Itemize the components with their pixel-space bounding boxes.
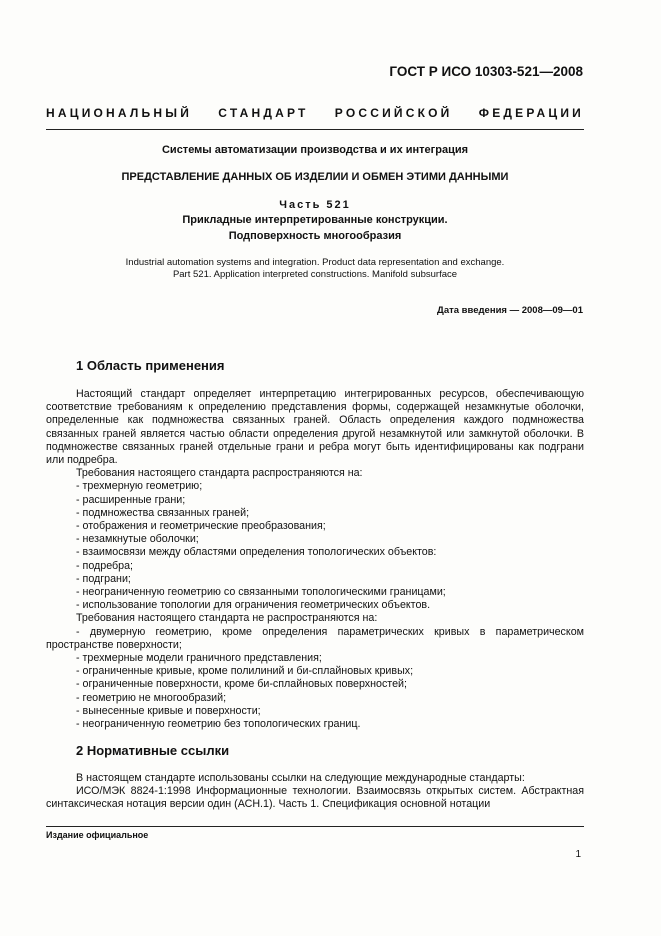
excluded-list xyxy=(46,626,584,732)
list-item: - ограниченные поверхности, кроме би-сплайновых поверхностей; xyxy=(76,678,407,691)
list-item: - геометрию не многообразий; xyxy=(76,691,227,704)
list-item: - ограниченные кривые, кроме полилиний и би-сплайновых кривых; xyxy=(76,665,414,678)
footer-rule xyxy=(46,826,584,827)
list-item: - незамкнутые оболочки; xyxy=(76,533,199,546)
list-item: - расширенные грани; xyxy=(76,493,186,506)
reference-item: ИСО/МЭК 8824-1:1998 Информационные технологии. Взаимосвязь открытых систем. Абстрактная синтаксическая нотация версии один (АСН.1). Часть 1. Спецификация основной нотации xyxy=(46,785,584,811)
page-number: 1 xyxy=(575,849,581,860)
english-title-line-2: Part 521. Application interpreted constructions. Manifold subsurface xyxy=(172,269,458,280)
list-item: - неограниченную геометрию без топологических границ. xyxy=(76,718,361,731)
section-2-body xyxy=(46,772,584,812)
list-item: - подмножества связанных граней; xyxy=(76,506,250,519)
subject-title: Системы автоматизации производства и их интеграция xyxy=(161,144,469,156)
list-item: - трехмерную геометрию; xyxy=(76,480,203,493)
main-title: ПРЕДСТАВЛЕНИЕ ДАННЫХ ОБ ИЗДЕЛИИ И ОБМЕН ЭТИМИ ДАННЫМИ xyxy=(121,171,509,183)
list-item: - трехмерные модели граничного представления; xyxy=(76,652,322,665)
references-intro: В настоящем стандарте использованы ссылки на следующие международные стандарты: xyxy=(76,772,525,784)
list-item: - использование топологии для ограничения геометрических объектов. xyxy=(76,599,431,612)
included-intro: Требования настоящего стандарта распространяются на: xyxy=(76,467,363,480)
english-title-line-1: Industrial automation systems and integration. Product data representation and exchange. xyxy=(125,257,505,268)
section-1-heading: 1 Область применения xyxy=(76,358,225,373)
section-1-body xyxy=(46,388,584,731)
document-code: ГОСТ Р ИСО 10303-521—2008 xyxy=(389,64,583,79)
national-standard-banner: НАЦИОНАЛЬНЫЙ СТАНДАРТ РОССИЙСКОЙ ФЕДЕРАЦИИ xyxy=(46,106,584,120)
introduction-date: Дата введения — 2008—09—01 xyxy=(437,305,583,316)
official-edition-label: Издание официальное xyxy=(46,830,149,840)
part-label: Часть 521 xyxy=(279,199,351,211)
list-item: - неограниченную геометрию со связанными топологическими границами; xyxy=(76,586,446,599)
scope-paragraph: Настоящий стандарт определяет интерпретацию интегрированных ресурсов, обеспечивающую соответствие требованиям к определению представления формы, содержащей незамкнутые оболочки, определенные как подмножества связанных граней. Область определения каждого подмножества связанных граней является частью области определения другой незамкнутой или замкнутой оболочки. В подмножестве связанных граней отдельные грани и ребра могут быть идентифицированы как подграни или подребра. xyxy=(46,388,584,467)
list-item: - подребра; xyxy=(76,559,134,572)
excluded-intro: Требования настоящего стандарта не распространяются на: xyxy=(76,612,378,625)
list-item: - подграни; xyxy=(76,572,131,585)
section-2-heading: 2 Нормативные ссылки xyxy=(76,743,230,758)
header-rule xyxy=(46,129,584,130)
list-item: - двумерную геометрию, кроме определения параметрических кривых в параметрическом пространстве поверхности; xyxy=(46,625,584,651)
list-item: - вынесенные кривые и поверхности; xyxy=(76,704,261,717)
list-item: - отображения и геометрические преобразования; xyxy=(76,520,326,533)
part-title-line-2: Подповерхность многообразия xyxy=(228,230,402,242)
included-list xyxy=(46,480,584,612)
part-title-line-1: Прикладные интерпретированные конструкции. xyxy=(182,214,448,226)
list-item: - взаимосвязи между областями определения топологических объектов: xyxy=(76,546,437,559)
